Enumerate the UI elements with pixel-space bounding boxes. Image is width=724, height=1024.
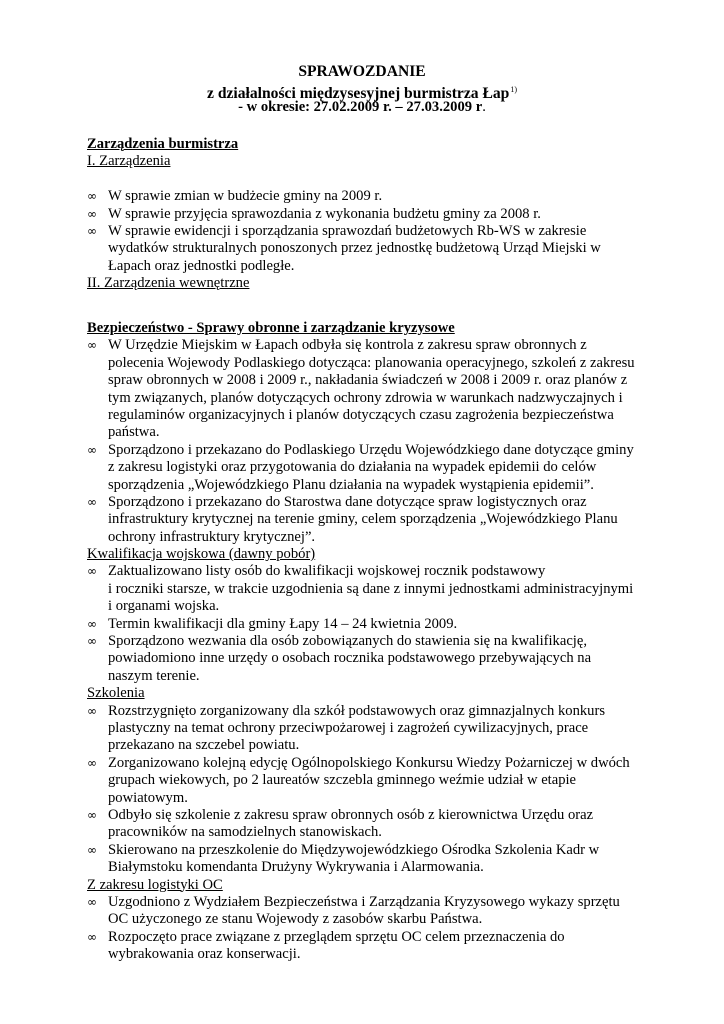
text-line: Zaktualizowano listy osób do kwalifikacji wojskowej rocznik podstawowy	[108, 563, 546, 580]
text-line: i roczniki starsze, w trakcie uzgodnienia są dane z innymi jednostkami administracyjnymi	[108, 580, 634, 597]
text-line: Odbyło się szkolenie z zakresu spraw obronnych osób z kierownictwa Urzędu oraz	[108, 806, 594, 823]
bezpieczenstwo-list	[87, 337, 647, 546]
list-item	[87, 755, 647, 807]
bullet-icon: ∞	[87, 894, 97, 909]
list-item	[87, 223, 647, 275]
text-line: infrastruktury krytycznej na terenie gminy, celem sporządzenia „Wojewódzkiego Planu	[108, 511, 618, 528]
text-line: Rozstrzygnięto zorganizowany dla szkół podstawowych oraz gimnazjalnych konkurs	[108, 702, 605, 719]
text-line: Rozpoczęto prace związane z przeglądem sprzętu OC celem przeznaczenia do	[108, 928, 565, 945]
subsection-zarzadzenia-ii: II. Zarządzenia wewnętrzne	[87, 275, 250, 292]
section-heading-szkolenia: Szkolenia	[87, 685, 145, 702]
text-line: Sporządzono i przekazano do Starostwa dane dotyczące spraw logistycznych oraz	[108, 493, 587, 510]
text-line: W sprawie zmian w budżecie gminy na 2009 r.	[108, 188, 383, 205]
text-line: z zakresu logistyki oraz przygotowania do działania na wypadek epidemii do celów	[108, 459, 597, 476]
document-title: SPRAWOZDANIE	[298, 63, 426, 80]
list-item	[87, 206, 647, 223]
bullet-icon: ∞	[87, 442, 97, 457]
list-item	[87, 616, 647, 633]
text-line: pracowników na samodzielnych stanowiskach.	[108, 824, 382, 841]
list-item-text	[108, 563, 647, 615]
bullet-icon: ∞	[87, 703, 97, 718]
text-line: sporządzenia „Wojewódzkiego Planu działania na wypadek wystąpienia epidemii”.	[108, 476, 594, 493]
bullet-icon: ∞	[87, 494, 97, 509]
list-item-text	[108, 842, 647, 877]
list-item	[87, 929, 647, 964]
list-item	[87, 188, 647, 205]
text-line: wybrakowania oraz konserwacji.	[108, 946, 301, 963]
text-line: polecenia Wojewody Podlaskiego dotycząca: planowania operacyjnego, szkoleń z zakresu	[108, 354, 635, 371]
text-line: ochrony infrastruktury krytycznej”.	[108, 528, 316, 545]
list-item	[87, 494, 647, 546]
bullet-icon: ∞	[87, 206, 97, 221]
reporting-period	[0, 99, 724, 116]
bullet-icon: ∞	[87, 564, 97, 579]
list-item-text	[108, 337, 647, 441]
text-line: grupach wiekowych, po 2 laureatów szczebla gminnego weźmie udział w etapie	[108, 772, 577, 789]
section-heading-zarzadzenia: Zarządzenia burmistrza	[87, 136, 239, 152]
section-zarzadzenia	[87, 136, 647, 293]
text-line: i organami wojska.	[108, 598, 220, 615]
bullet-icon: ∞	[87, 755, 97, 770]
logistyka-list	[87, 894, 647, 964]
text-line: Sporządzono wezwania dla osób zobowiązanych do stawienia się na kwalifikację,	[108, 633, 587, 650]
text-line: Zorganizowano kolejną edycję Ogólnopolskiego Konkursu Wiedzy Pożarniczej w dwóch	[108, 754, 630, 771]
list-item-text	[108, 223, 647, 275]
bullet-icon: ∞	[87, 807, 97, 822]
text-line: Termin kwalifikacji dla gminy Łapy 14 – 24 kwietnia 2009.	[108, 615, 458, 632]
bullet-icon: ∞	[87, 634, 97, 649]
list-item-text	[108, 929, 647, 964]
list-item	[87, 442, 647, 494]
text-line: tym związanych, planów dotyczących ochrony zdrowia w warunkach nadzwyczajnych i	[108, 389, 623, 406]
list-item-text	[108, 894, 647, 929]
list-item	[87, 894, 647, 929]
list-item	[87, 337, 647, 441]
text-line: W Urzędzie Miejskim w Łapach odbyła się kontrola z zakresu spraw obronnych z	[108, 337, 587, 354]
subsection-zarzadzenia-i: I. Zarządzenia	[87, 153, 171, 170]
text-line: Skierowano na przeszkolenie do Międzywojewódzkiego Ośrodka Szkolenia Kadr w	[108, 841, 600, 858]
text-line: W sprawie przyjęcia sprawozdania z wykonania budżetu gminy za 2008 r.	[108, 205, 541, 222]
list-item-text	[108, 807, 647, 842]
footnote-mark: 1)	[510, 85, 517, 94]
bullet-icon: ∞	[87, 929, 97, 944]
list-item-text	[108, 616, 647, 633]
list-item-text	[108, 188, 647, 205]
text-line: Sporządzono i przekazano do Podlaskiego Urzędu Wojewódzkiego dane dotyczące gminy	[108, 441, 634, 458]
text-line: W sprawie ewidencji i sporządzania sprawozdań budżetowych Rb-WS w zakresie	[108, 222, 587, 239]
list-item	[87, 842, 647, 877]
list-item-text	[108, 494, 647, 546]
subtitle-text: z działalności międzysesyjnej burmistrza Łap	[207, 85, 510, 102]
list-item-text	[108, 703, 647, 755]
text-line: Uzgodniono z Wydziałem Bezpieczeństwa i Zarządzania Kryzysowego wykazy sprzętu	[108, 893, 620, 910]
list-item	[87, 703, 647, 755]
list-item-text	[108, 633, 647, 685]
list-item	[87, 633, 647, 685]
bullet-icon: ∞	[87, 338, 97, 353]
list-item	[87, 807, 647, 842]
section-heading-logistyka: Z zakresu logistyki OC	[87, 876, 223, 893]
list-item-text	[108, 442, 647, 494]
section-heading-bezpieczenstwo: Bezpieczeństwo - Sprawy obronne i zarządzanie kryzysowe	[87, 320, 455, 336]
kwalifikacja-list	[87, 563, 647, 685]
text-line: spraw obronnych w 2008 i 2009 r., nakładania świadczeń w 2008 i 2009 r. oraz planów z	[108, 372, 628, 389]
bullet-icon: ∞	[87, 189, 97, 204]
bullet-icon: ∞	[87, 616, 97, 631]
bullet-icon: ∞	[87, 223, 97, 238]
text-line: plastyczny na temat ochrony przeciwpożarowej i zagrożeń cywilizacyjnych, prace	[108, 719, 589, 736]
list-item-text	[108, 755, 647, 807]
text-line: wydatków strukturalnych ponoszonych przez jednostkę budżetową Urząd Miejski w	[108, 240, 601, 257]
text-line: Białymstoku komendanta Drużyny Wykrywania i Alarmowania.	[108, 859, 484, 876]
list-item-text	[108, 206, 647, 223]
text-line: państwa.	[108, 424, 160, 441]
text-line: Łapach oraz jednostki podległe.	[108, 257, 295, 274]
period-dot: .	[482, 99, 486, 115]
list-item	[87, 563, 647, 615]
text-line: powiadomiono inne urzędy o osobach rocznika podstawowego przebywających na	[108, 650, 592, 667]
text-line: powiatowym.	[108, 789, 188, 806]
section-heading-kwalifikacja: Kwalifikacja wojskowa (dawny pobór)	[87, 546, 316, 563]
text-line: naszym terenie.	[108, 667, 200, 684]
szkolenia-list	[87, 703, 647, 877]
section-bezpieczenstwo	[87, 320, 647, 963]
text-line: przekazano na szczebel powiatu.	[108, 737, 300, 754]
period-text: - w okresie: 27.02.2009 r. – 27.03.2009 r	[238, 99, 483, 115]
zarzadzenia-list	[87, 188, 647, 275]
bullet-icon: ∞	[87, 842, 97, 857]
text-line: regulaminów organizacyjnych i planów dotyczących czasu zagrożenia bezpieczeństwa	[108, 406, 614, 423]
text-line: OC użyczonego ze stanu Wojewody z zasobów skarbu Państwa.	[108, 911, 483, 928]
